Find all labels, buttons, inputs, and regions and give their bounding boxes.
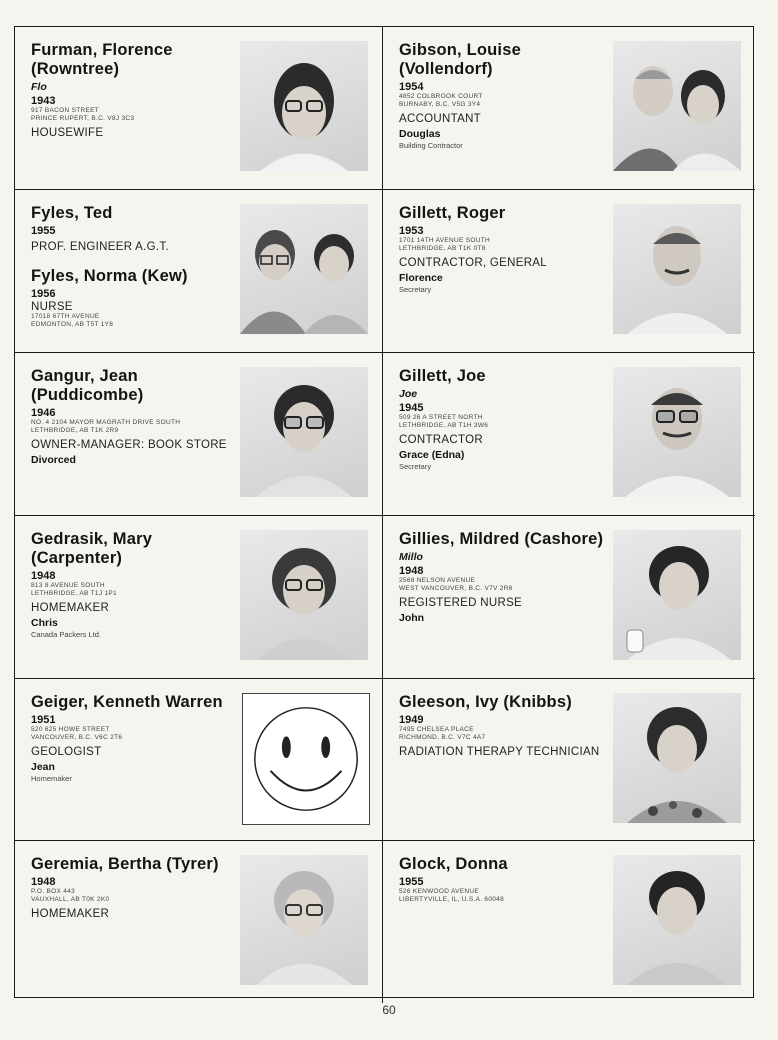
entry-year: 1955 [31,225,56,237]
entry-spouse: Florence [399,272,443,284]
entry-address-line: 526 KENWOOD AVENUE [399,888,480,895]
entry-name: Gibson, Louise (Vollendorf) [399,41,521,78]
entry-address-line: PRINCE RUPERT, B.C. V8J 3C3 [31,115,135,122]
entry-spouse: Douglas [399,128,441,140]
portrait-photo [240,855,368,985]
entry-address-line: 813 8 AVENUE SOUTH [31,582,105,589]
entry-nickname: Millo [399,551,423,563]
entry-spouse-occupation: Homemaker [31,774,72,783]
entry-nickname: Joe [399,388,418,400]
couple-photo [613,41,741,171]
entry-occupation: HOMEMAKER [31,908,110,920]
entry-year: 1951 [31,714,56,726]
entry-year: 1945 [399,402,424,414]
entry-spouse-occupation: Secretary [399,285,432,294]
entry-nickname: Flo [31,81,47,93]
entry-occupation: REGISTERED NURSE [399,597,523,609]
entry-address-line: 4852 COLBROOK COURT [399,93,483,100]
entry-address-line: 2568 NELSON AVENUE [399,577,476,584]
entry-spouse-occupation: Canada Packers Ltd. [31,630,102,639]
entry-address-line: EDMONTON, AB T5T 1Y8 [31,321,114,328]
entry-occupation: HOMEMAKER [31,602,110,614]
entry-address-line: LETHBRIDGE, AB T1J 1P1 [31,590,117,597]
couple-photo [240,204,368,334]
entry-fyles [15,190,383,353]
entry-year: 1953 [399,225,424,237]
entry-address-line: BURNABY, B.C. V5G 3Y4 [399,101,481,108]
entry-name: Furman, Florence (Rowntree) [31,41,173,78]
entry-year: 1954 [399,81,424,93]
entry-spouse: John [399,612,425,624]
entry-year: 1943 [31,95,56,107]
entry-gillett-roger [383,190,755,353]
entry-address-line: 520 625 HOWE STREET [31,726,110,733]
entry-spouse: Grace (Edna) [399,449,465,461]
entry-second-name: Fyles, Norma (Kew) [31,267,188,285]
portrait-photo [240,530,368,660]
entry-name: Gillett, Roger [399,204,506,222]
entry-occupation: PROF. ENGINEER A.G.T. [31,241,169,253]
entry-geremia [15,841,383,1003]
entry-address-line: 7495 CHELSEA PLACE [399,726,474,733]
entry-address-line: 917 BACON STREET [31,107,100,114]
entry-address-line: NO. 4 2104 MAYOR MAGRATH DRIVE SOUTH [31,419,181,426]
entry-address-line: LETHBRIDGE, AB T1K 0T8 [399,245,486,252]
entry-occupation: CONTRACTOR [399,434,483,446]
entry-gangur [15,353,383,516]
entry-spouse: Chris [31,617,58,629]
entry-gedrasik [15,516,383,679]
entry-spouse-occupation: Building Contractor [399,141,463,150]
portrait-photo [613,530,741,660]
entry-address-line: P.O. BOX 443 [31,888,75,895]
entry-occupation: GEOLOGIST [31,746,102,758]
portrait-photo [613,367,741,497]
entry-year: 1948 [31,570,56,582]
entry-spouse-occupation: Secretary [399,462,432,471]
portrait-photo [240,41,368,171]
entry-name: Gillett, Joe [399,367,486,385]
entry-second-occupation: NURSE [31,301,73,313]
entry-spouse: Jean [31,761,55,773]
entry-year: 1948 [399,565,424,577]
entry-second-year: 1956 [31,288,56,300]
entry-gleeson [383,679,755,841]
entry-occupation: OWNER-MANAGER: BOOK STORE [31,439,227,451]
entry-name: Geremia, Bertha (Tyrer) [31,855,219,873]
entry-occupation: ACCOUNTANT [399,113,482,125]
entry-address-line: VANCOUVER, B.C. V6C 2T6 [31,734,123,741]
portrait-photo [240,367,368,497]
entry-name: Fyles, Ted [31,204,113,222]
entry-year: 1948 [31,876,56,888]
entry-year: 1949 [399,714,424,726]
portrait-photo [613,693,741,823]
entry-gibson [383,27,755,190]
portrait-photo [613,855,741,985]
entry-gillies [383,516,755,679]
entry-address-line: LIBERTYVILLE, IL, U.S.A. 60048 [399,896,504,903]
entry-gillett-joe [383,353,755,516]
entry-name: Gedrasik, Mary (Carpenter) [31,530,153,567]
entry-address-line: WEST VANCOUVER, B.C. V7V 2R6 [399,585,513,592]
entry-occupation: HOUSEWIFE [31,127,104,139]
entry-name: Gillies, Mildred (Cashore) [399,530,604,548]
entry-address-line: 1701 14TH AVENUE SOUTH [399,237,491,244]
smiley-face-icon [242,693,370,825]
entry-address-line: 509 26 A STREET NORTH [399,414,483,421]
entry-furman [15,27,383,190]
directory-grid [14,26,754,998]
page-number: 60 [382,1003,396,1017]
entry-geiger [15,679,383,841]
entry-address-line: RICHMOND, B.C. V7C 4A7 [399,734,486,741]
entry-address-line: LETHBRIDGE, AB T1H 3W6 [399,422,489,429]
entry-name: Glock, Donna [399,855,508,873]
entry-spouse: Divorced [31,454,76,466]
entry-address-line: 17018 67TH AVENUE [31,313,100,320]
entry-address-line: LETHBRIDGE, AB T1K 2R9 [31,427,119,434]
entry-name: Gangur, Jean (Puddicombe) [31,367,144,404]
entry-glock [383,841,755,1003]
entry-name: Geiger, Kenneth Warren [31,693,223,711]
entry-year: 1955 [399,876,424,888]
entry-address-line: VAUXHALL, AB T0K 2K0 [31,896,110,903]
entry-occupation: CONTRACTOR, GENERAL [399,257,547,269]
entry-year: 1946 [31,407,56,419]
entry-occupation: RADIATION THERAPY TECHNICIAN [399,746,600,758]
entry-name: Gleeson, Ivy (Knibbs) [399,693,572,711]
portrait-photo [613,204,741,334]
